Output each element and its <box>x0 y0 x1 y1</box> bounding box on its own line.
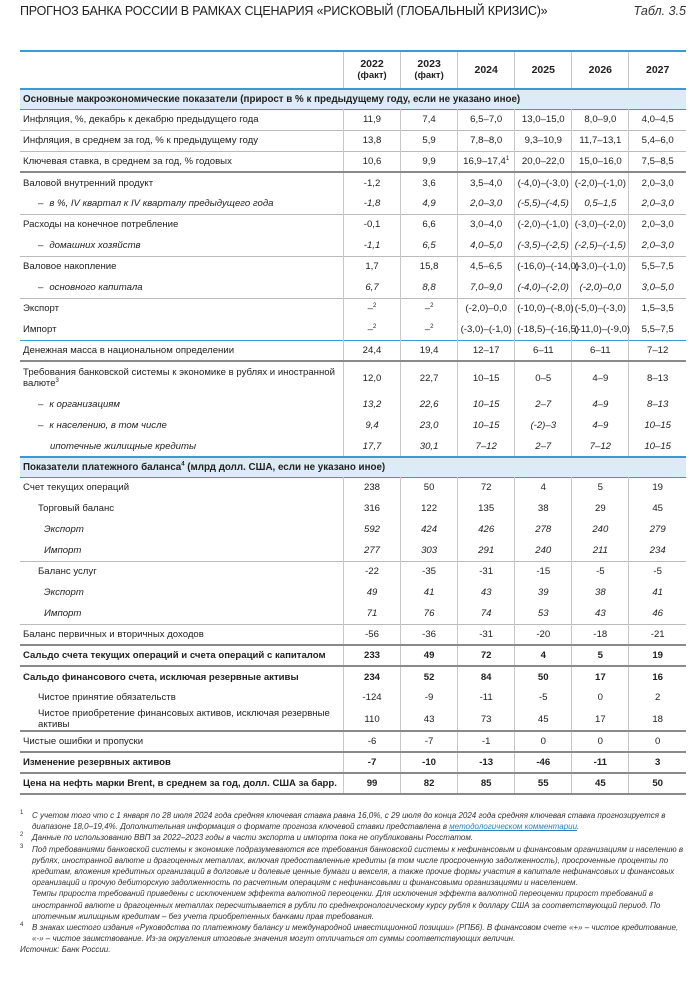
row-label: Торговый баланс <box>38 503 115 514</box>
footnote-4: 4 В знаках шестого издания «Руководства по платежному балансу и международной инвестиционной позиции» (РПБ6). В финансовом счете «+» – чистое кредитование, «-» – чистое заимствование. Из-за округления итоговые значения могут отличаться от суммы соответствующих величин. <box>20 922 679 944</box>
value-cell: 72 <box>458 645 515 666</box>
value-cell: 4 <box>515 477 572 498</box>
value-cell: 4,9 <box>401 193 458 214</box>
value-cell: 8–13 <box>629 394 686 415</box>
value-cell: (-4,0)–(-2,0) <box>515 277 572 298</box>
value-cell: 43 <box>572 603 629 624</box>
column-header: 2026 <box>572 51 629 89</box>
value-cell: 2–7 <box>515 394 572 415</box>
value-cell: 8,0–9,0 <box>572 109 629 130</box>
value-cell: 6,5 <box>401 235 458 256</box>
value-cell: 12–17 <box>458 340 515 361</box>
value-cell: 303 <box>401 540 458 561</box>
value-cell: (-2,5)–(-1,5) <box>572 235 629 256</box>
table-row <box>20 415 686 436</box>
value-cell: 2,0–3,0 <box>629 172 686 193</box>
value-cell: 6–11 <box>572 340 629 361</box>
table-row <box>20 519 686 540</box>
row-label: – к населению, в том числе <box>38 420 167 431</box>
value-cell: 39 <box>515 582 572 603</box>
value-cell: -1,1 <box>343 235 400 256</box>
forecast-table <box>20 50 686 795</box>
value-cell: -7 <box>401 731 458 752</box>
row-label: Ключевая ставка, в среднем за год, % годовых <box>23 155 232 167</box>
dash-marker: – <box>38 197 44 209</box>
value-cell: -9 <box>401 687 458 708</box>
value-cell: 424 <box>401 519 458 540</box>
value-cell: 2,0–3,0 <box>629 235 686 256</box>
table-row <box>20 752 686 773</box>
value-cell: 240 <box>572 519 629 540</box>
value-cell: 17 <box>572 708 629 731</box>
value-cell: -10 <box>401 752 458 773</box>
value-cell: 16,9–17,4$^1$ <box>458 151 515 172</box>
value-cell: 22,6 <box>401 394 458 415</box>
footnote-2: 2 Данные по использованию ВВП за 2022–2023 годы в части экспорта и импорта пока не опубликованы Росстатом. <box>20 832 474 843</box>
row-label: Инфляция, в среднем за год, % к предыдущему году <box>23 135 258 146</box>
value-cell: 10–15 <box>458 361 515 394</box>
value-cell: 18 <box>629 708 686 731</box>
value-cell: 6,5–7,0 <box>458 109 515 130</box>
value-cell: 71 <box>343 603 400 624</box>
table-row <box>20 477 686 498</box>
value-cell: 5 <box>572 477 629 498</box>
value-cell: 6,6 <box>401 214 458 235</box>
value-cell: 4 <box>515 645 572 666</box>
value-cell: 7,4 <box>401 109 458 130</box>
value-cell: -5 <box>515 687 572 708</box>
value-cell: 72 <box>458 477 515 498</box>
column-header: 2025 <box>515 51 572 89</box>
dash-marker: – <box>38 239 44 251</box>
value-cell: –$^2$ <box>343 319 400 340</box>
value-cell: (-2,0)–0,0 <box>458 298 515 319</box>
value-cell: 19 <box>629 477 686 498</box>
value-cell: –$^2$ <box>401 298 458 319</box>
value-cell: -1,8 <box>343 193 400 214</box>
value-cell: 10,6 <box>343 151 400 172</box>
value-cell: 233 <box>343 645 400 666</box>
value-cell: 16 <box>629 666 686 687</box>
value-cell: (-10,0)–(-8,0) <box>515 298 572 319</box>
value-cell: -7 <box>343 752 400 773</box>
row-label: Денежная масса в национальном определении <box>23 344 235 356</box>
value-cell: 7,8–8,0 <box>458 130 515 151</box>
value-cell: 4,5–6,5 <box>458 256 515 277</box>
value-cell: 3,5–4,0 <box>458 172 515 193</box>
value-cell: 23,0 <box>401 415 458 436</box>
value-cell: 49 <box>401 645 458 666</box>
value-cell: 9,9 <box>401 151 458 172</box>
table-row <box>20 151 686 172</box>
value-cell: 2,0–3,0 <box>458 193 515 214</box>
value-cell: 316 <box>343 498 400 519</box>
value-cell: 19 <box>629 645 686 666</box>
value-cell: 11,7–13,1 <box>572 130 629 151</box>
value-cell: 240 <box>515 540 572 561</box>
row-label: – к организациям <box>38 399 120 410</box>
value-cell: 6,7 <box>343 277 400 298</box>
footnotes <box>20 810 690 956</box>
value-cell: -13 <box>458 752 515 773</box>
value-cell: -5 <box>629 561 686 582</box>
value-cell: 13,2 <box>343 394 400 415</box>
value-cell: 2,0–3,0 <box>629 193 686 214</box>
value-cell: -0,1 <box>343 214 400 235</box>
value-cell: 38 <box>572 582 629 603</box>
row-label: Расходы на конечное потребление <box>23 219 179 231</box>
section-title: Показатели платежного баланса$^4$ (млрд долл. США, если не указано иное) <box>23 461 386 473</box>
value-cell: (-16,0)–(-14,0) <box>515 256 572 277</box>
table-row <box>20 666 686 687</box>
value-cell: 45 <box>515 708 572 731</box>
value-cell: -35 <box>401 561 458 582</box>
row-label: Изменение резервных активов <box>23 757 171 768</box>
value-cell: 73 <box>458 708 515 731</box>
value-cell: 110 <box>343 708 400 731</box>
row-label: Чистые ошибки и пропуски <box>23 736 144 747</box>
value-cell: 2 <box>629 687 686 708</box>
value-cell: 4,0–5,0 <box>458 235 515 256</box>
column-header: 2022 (факт) <box>343 51 400 89</box>
value-cell: -21 <box>629 624 686 645</box>
value-cell: 10–15 <box>458 415 515 436</box>
value-cell: 17 <box>572 666 629 687</box>
table-row <box>20 687 686 708</box>
value-cell: 12,0 <box>343 361 400 394</box>
value-cell: 50 <box>401 477 458 498</box>
value-cell: 45 <box>572 773 629 794</box>
value-cell: 5,4–6,0 <box>629 130 686 151</box>
value-cell: 6–11 <box>515 340 572 361</box>
row-label: Требования банковской системы к экономике в рублях и иностранной валюте$^3$ <box>23 367 335 389</box>
value-cell: 46 <box>629 603 686 624</box>
value-cell: 3,6 <box>401 172 458 193</box>
table-row <box>20 540 686 561</box>
value-cell: 22,7 <box>401 361 458 394</box>
table-row <box>20 340 686 361</box>
value-cell: -31 <box>458 561 515 582</box>
value-cell: -11 <box>572 752 629 773</box>
value-cell: 0,5–1,5 <box>572 193 629 214</box>
value-cell: 0 <box>572 687 629 708</box>
value-cell: 17,7 <box>343 436 400 457</box>
title-row <box>20 4 686 22</box>
value-cell: –$^2$ <box>401 319 458 340</box>
table-row <box>20 773 686 794</box>
value-cell: 50 <box>629 773 686 794</box>
value-cell: 7,5–8,5 <box>629 151 686 172</box>
table-row <box>20 235 686 256</box>
table-row <box>20 130 686 151</box>
table-row <box>20 394 686 415</box>
section-header <box>20 457 686 477</box>
value-cell: 0 <box>572 731 629 752</box>
value-cell: 15,8 <box>401 256 458 277</box>
value-cell: 85 <box>458 773 515 794</box>
value-cell: -11 <box>458 687 515 708</box>
table-row <box>20 256 686 277</box>
table-row <box>20 498 686 519</box>
value-cell: 52 <box>401 666 458 687</box>
table-row <box>20 298 686 319</box>
row-label: Чистое принятие обязательств <box>38 692 176 703</box>
value-cell: 45 <box>629 498 686 519</box>
value-cell: 4,0–4,5 <box>629 109 686 130</box>
value-cell: 11,9 <box>343 109 400 130</box>
row-label: Экспорт <box>44 524 84 535</box>
row-label: Импорт <box>23 323 57 335</box>
value-cell: 38 <box>515 498 572 519</box>
value-cell: 592 <box>343 519 400 540</box>
row-label: Цена на нефть марки Brent, в среднем за год, долл. США за барр. <box>23 778 337 789</box>
value-cell: 15,0–16,0 <box>572 151 629 172</box>
value-cell: 8–13 <box>629 361 686 394</box>
table-row <box>20 172 686 193</box>
value-cell: (-11,0)–(-9,0) <box>572 319 629 340</box>
value-cell: 19,4 <box>401 340 458 361</box>
dash-marker: – <box>38 281 44 293</box>
footnote-3: 3 Под требованиями банковской системы к экономике подразумеваются все требования банковской системы к нефинансовым и финансовым организациям и населению в рублях, иностранной валюте и драгоценных металлах, включая предоставленные кредиты (в том числе просроченную задолженность), просроченные проценты по кредитам, вложения кредитных организаций в долговые и долевые ценные бумаги и векселя, а также прочие формы участия в капитале нефинансовых и финансовых организаций и прочую дебиторскую задолженность по расчетным операциям с нефинансовыми и финансовыми организациями и населением. Темпы прироста требований приведены с исключением эффекта валютной переоценки. Для исключения эффекта валютной переоценки прирост требований в иностранной валюте и драгоценных металлах пересчитывается в рубли по среднехронологическому курсу рубля к доллару США за соответствующий период. По ипотечным жилищным кредитам – без учета приобретенных банками прав требования. <box>20 843 684 921</box>
value-cell: 234 <box>343 666 400 687</box>
section-header <box>20 89 686 109</box>
table-row <box>20 708 686 731</box>
value-cell: –$^2$ <box>343 298 400 319</box>
value-cell: 211 <box>572 540 629 561</box>
value-cell: 238 <box>343 477 400 498</box>
value-cell: 0 <box>629 731 686 752</box>
row-label: Баланс услуг <box>38 566 97 578</box>
table-row <box>20 361 686 394</box>
value-cell: 24,4 <box>343 340 400 361</box>
value-cell: (-5,0)–(-3,0) <box>572 298 629 319</box>
value-cell: -20 <box>515 624 572 645</box>
value-cell: 122 <box>401 498 458 519</box>
row-label: Импорт <box>44 544 82 556</box>
value-cell: 9,3–10,9 <box>515 130 572 151</box>
value-cell: (-2,0)–(-1,0) <box>572 172 629 193</box>
value-cell: 30,1 <box>401 436 458 457</box>
value-cell: (-18,5)–(-16,5) <box>515 319 572 340</box>
value-cell: 234 <box>629 540 686 561</box>
column-header: 2024 <box>458 51 515 89</box>
row-label: Импорт <box>44 607 82 619</box>
value-cell: 13,0–15,0 <box>515 109 572 130</box>
value-cell: 7–12 <box>458 436 515 457</box>
value-cell: 41 <box>401 582 458 603</box>
value-cell: 49 <box>343 582 400 603</box>
row-label: Валовой внутренний продукт <box>23 177 154 189</box>
value-cell: 3 <box>629 752 686 773</box>
value-cell: (-5,5)–(-4,5) <box>515 193 572 214</box>
table-row <box>20 214 686 235</box>
row-label: Сальдо счета текущих операций и счета операций с капиталом <box>23 650 326 661</box>
value-cell: (-3,0)–(-1,0) <box>572 256 629 277</box>
value-cell: -1,2 <box>343 172 400 193</box>
section-title: Основные макроэкономические показатели (прирост в % к предыдущему году, если не указано иное) <box>23 93 521 105</box>
value-cell: 74 <box>458 603 515 624</box>
value-cell: 5 <box>572 645 629 666</box>
header-row <box>20 51 686 89</box>
value-cell: 3,0–5,0 <box>629 277 686 298</box>
row-label: Баланс первичных и вторичных доходов <box>23 628 204 640</box>
row-label: – в %, IV квартал к IV кварталу предыдущего года <box>38 197 274 209</box>
value-cell: 426 <box>458 519 515 540</box>
dash-marker: – <box>38 420 44 431</box>
row-label: Валовое накопление <box>23 261 117 273</box>
value-cell: 4–9 <box>572 394 629 415</box>
table-row <box>20 277 686 298</box>
value-cell: 277 <box>343 540 400 561</box>
value-cell: 291 <box>458 540 515 561</box>
value-cell: -124 <box>343 687 400 708</box>
value-cell: (-3,0)–(-1,0) <box>458 319 515 340</box>
value-cell: -22 <box>343 561 400 582</box>
methodology-link[interactable]: методологическом комментарии <box>449 822 578 832</box>
value-cell: 0 <box>515 731 572 752</box>
value-cell: 1,5–3,5 <box>629 298 686 319</box>
value-cell: 1,7 <box>343 256 400 277</box>
table-row <box>20 645 686 666</box>
value-cell: -31 <box>458 624 515 645</box>
row-label: Чистое приобретение финансовых активов, исключая резервные активы <box>38 708 330 730</box>
value-cell: 5,5–7,5 <box>629 319 686 340</box>
value-cell: 8,8 <box>401 277 458 298</box>
row-label: Экспорт <box>23 303 60 315</box>
source-note: Источник: Банк России. <box>20 945 111 955</box>
value-cell: 43 <box>401 708 458 731</box>
value-cell: (-2,0)–(-1,0) <box>515 214 572 235</box>
table-row <box>20 603 686 624</box>
value-cell: 55 <box>515 773 572 794</box>
value-cell: 13,8 <box>343 130 400 151</box>
value-cell: 41 <box>629 582 686 603</box>
value-cell: -46 <box>515 752 572 773</box>
value-cell: 10–15 <box>458 394 515 415</box>
value-cell: 7–12 <box>572 436 629 457</box>
value-cell: 43 <box>458 582 515 603</box>
column-header: 2023 (факт) <box>401 51 458 89</box>
table-row <box>20 109 686 130</box>
document-title: ПРОГНОЗ БАНКА РОССИИ В РАМКАХ СЦЕНАРИЯ «РИСКОВЫЙ (ГЛОБАЛЬНЫЙ КРИЗИС)» <box>20 4 548 18</box>
footnote-1: 1 С учетом того что с 1 января по 28 июля 2024 года средняя ключевая ставка равна 16,0%, с 29 июля до конца 2024 года средняя ключевая ставка прогнозируется в диапазоне 18,0–19,4%. Дополнительная информация о формате прогноза ключевой ставки представлена в методологическом комментарии. <box>20 810 666 832</box>
row-label: ипотечные жилищные кредиты <box>50 440 197 452</box>
value-cell: (-2)–3 <box>515 415 572 436</box>
value-cell: 278 <box>515 519 572 540</box>
value-cell: 7–12 <box>629 340 686 361</box>
row-label: – домашних хозяйств <box>38 239 141 251</box>
value-cell: 10–15 <box>629 436 686 457</box>
value-cell: -5 <box>572 561 629 582</box>
value-cell: 53 <box>515 603 572 624</box>
row-label: Экспорт <box>44 587 84 598</box>
value-cell: -6 <box>343 731 400 752</box>
value-cell: 84 <box>458 666 515 687</box>
row-label: Сальдо финансового счета, исключая резервные активы <box>23 671 299 683</box>
value-cell: 9,4 <box>343 415 400 436</box>
value-cell: -36 <box>401 624 458 645</box>
value-cell: 10–15 <box>629 415 686 436</box>
value-cell: 82 <box>401 773 458 794</box>
value-cell: -56 <box>343 624 400 645</box>
value-cell: 4–9 <box>572 415 629 436</box>
table-row <box>20 731 686 752</box>
value-cell: -1 <box>458 731 515 752</box>
row-label: Счет текущих операций <box>23 482 130 494</box>
column-header: 2027 <box>629 51 686 89</box>
table-row <box>20 436 686 457</box>
value-cell: 50 <box>515 666 572 687</box>
value-cell: (-3,0)–(-2,0) <box>572 214 629 235</box>
value-cell: (-4,0)–(-3,0) <box>515 172 572 193</box>
value-cell: 20,0–22,0 <box>515 151 572 172</box>
row-label: Инфляция, %, декабрь к декабрю предыдущего года <box>23 114 259 125</box>
value-cell: 99 <box>343 773 400 794</box>
value-cell: (-3,5)–(-2,5) <box>515 235 572 256</box>
value-cell: 279 <box>629 519 686 540</box>
row-label: – основного капитала <box>38 281 143 293</box>
value-cell: 5,9 <box>401 130 458 151</box>
value-cell: 2,0–3,0 <box>629 214 686 235</box>
value-cell: 2–7 <box>515 436 572 457</box>
value-cell: 29 <box>572 498 629 519</box>
table-row <box>20 624 686 645</box>
table-row <box>20 193 686 214</box>
table-row <box>20 582 686 603</box>
value-cell: (-2,0)–0,0 <box>572 277 629 298</box>
value-cell: 135 <box>458 498 515 519</box>
value-cell: 4–9 <box>572 361 629 394</box>
value-cell: 5,5–7,5 <box>629 256 686 277</box>
value-cell: 3,0–4,0 <box>458 214 515 235</box>
header-label-cell <box>20 51 343 89</box>
value-cell: -18 <box>572 624 629 645</box>
table-row <box>20 319 686 340</box>
value-cell: 0–5 <box>515 361 572 394</box>
value-cell: -15 <box>515 561 572 582</box>
value-cell: 76 <box>401 603 458 624</box>
dash-marker: – <box>38 399 44 410</box>
value-cell: 7,0–9,0 <box>458 277 515 298</box>
table-row <box>20 561 686 582</box>
table-number: Табл. 3.5 <box>633 4 686 18</box>
